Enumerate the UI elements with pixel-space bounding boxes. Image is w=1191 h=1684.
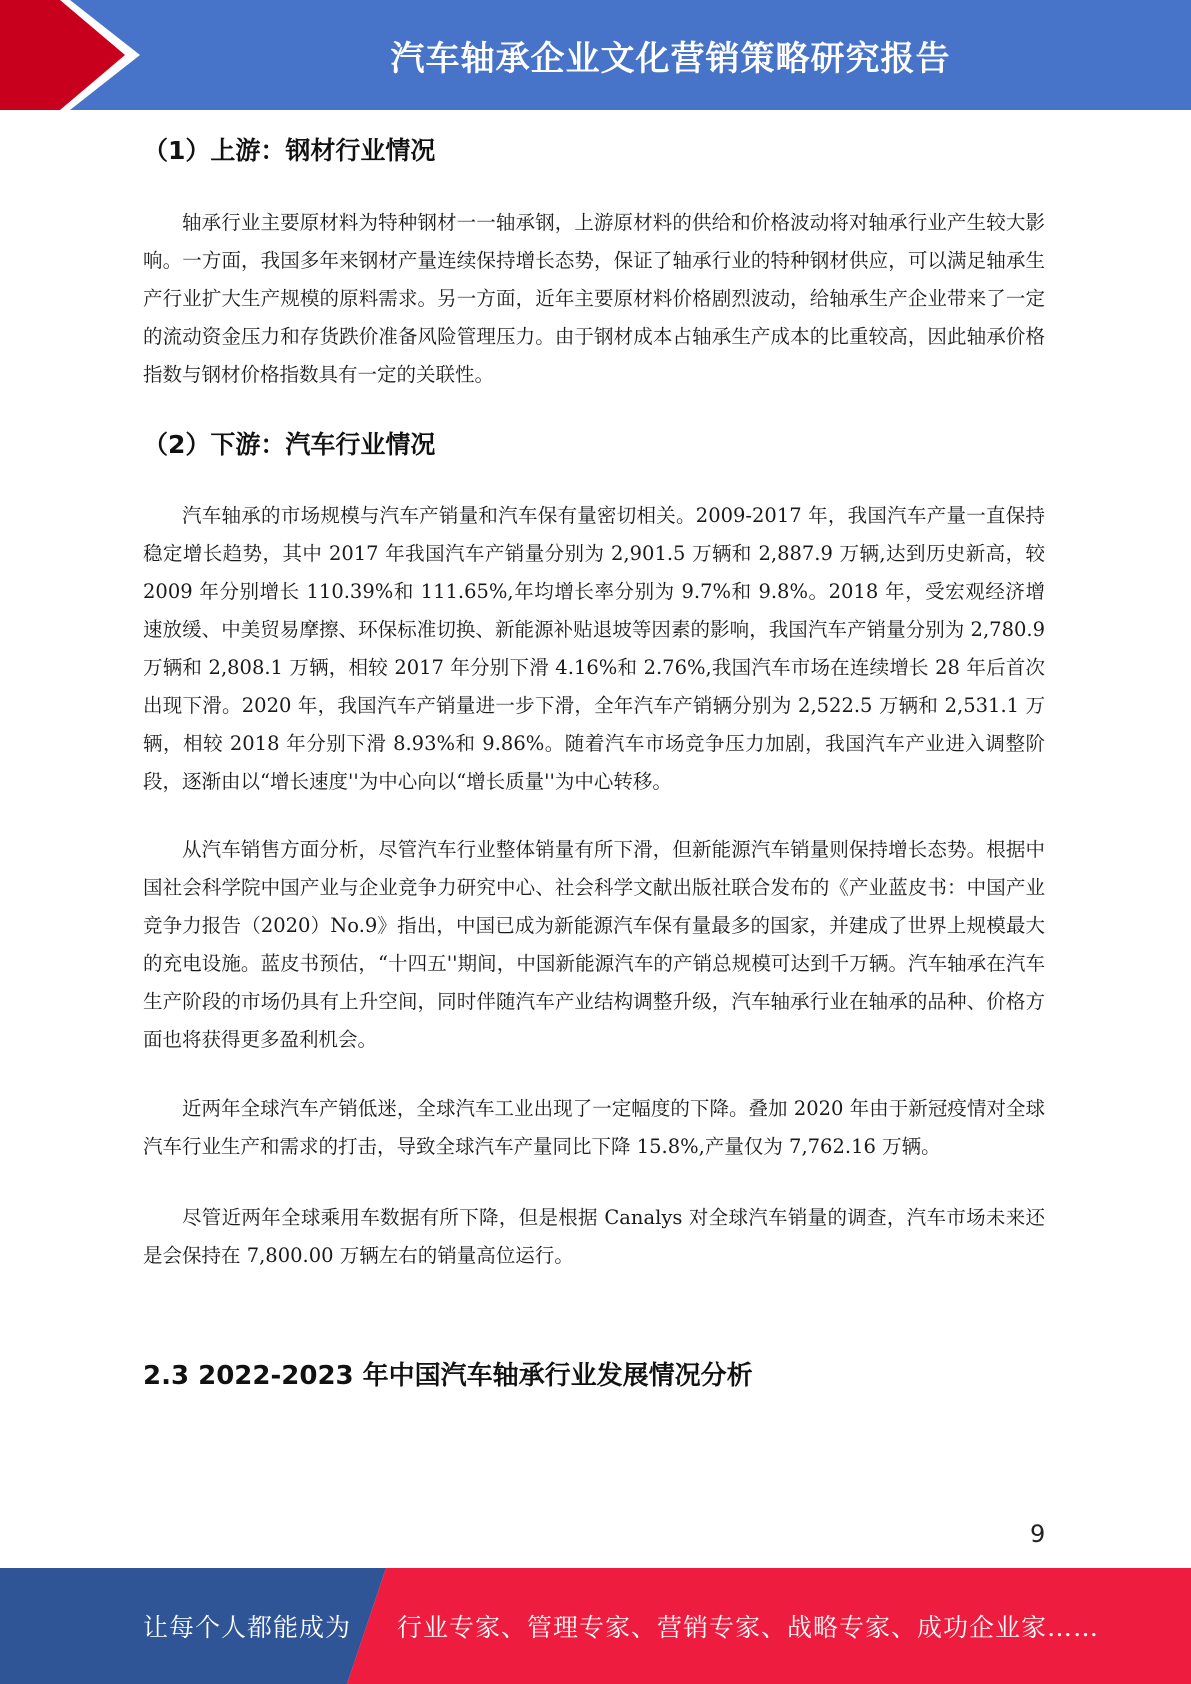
paragraph-upstream: 轴承行业主要原材料为特种钢材一一轴承钢，上游原材料的供给和价格波动将对轴承行业产生较大影响。一方面，我国多年来钢材产量连续保持增长态势，保证了轴承行业的特种钢材供应，可以满足轴承生产行业扩大生产规模的原料需求。另一方面，近年主要原材料价格剧烈波动，给轴承生产企业带来了一定的流动资金压力和存货跌价准备风险管理压力。由于钢材成本占轴承生产成本的比重较高，因此轴承价格指数与钢材价格指数具有一定的关联性。 <box>143 211 1045 386</box>
footer-slogan-left: 让每个人都能成为 <box>143 1613 352 1642</box>
section-heading-2-3: 2.3 2022-2023 年中国汽车轴承行业发展情况分析 <box>143 1361 753 1391</box>
section-heading-downstream: （2）下游：汽车行业情况 <box>143 430 436 459</box>
paragraph-downstream-2: 从汽车销售方面分析，尽管汽车行业整体销量有所下滑，但新能源汽车销量则保持增长态势。根据中国社会科学院中国产业与企业竞争力研究中心、社会科学文献出版社联合发布的《产业蓝皮书：中国产业竞争力报告（2020）No.9》指出，中国已成为新能源汽车保有量最多的国家，并建成了世界上规模最大的充电设施。蓝皮书预估，“十四五''期间，中国新能源汽车的产销总规模可达到千万辆。汽车轴承在汽车生产阶段的市场仍具有上升空间，同时伴随汽车产业结构调整升级，汽车轴承行业在轴承的品种、价格方面也将获得更多盈利机会。 <box>143 838 1045 1051</box>
page-footer-banner <box>0 1568 1191 1684</box>
page-number: 9 <box>1030 1520 1046 1548</box>
paragraph-downstream-3: 近两年全球汽车产销低迷，全球汽车工业出现了一定幅度的下降。叠加 2020 年由于新冠疫情对全球汽车行业生产和需求的打击，导致全球汽车产量同比下降 15.8%,产量仅为 7,762.16 万辆。 <box>143 1097 1045 1158</box>
red-chevron-decoration <box>0 0 160 110</box>
paragraph-downstream-4: 尽管近两年全球乘用车数据有所下降，但是根据 Canalys 对全球汽车销量的调查，汽车市场未来还是会保持在 7,800.00 万辆左右的销量高位运行。 <box>143 1206 1045 1267</box>
section-heading-upstream: （1）上游：钢材行业情况 <box>143 136 436 165</box>
page-header-banner <box>0 0 1191 110</box>
footer-slogan-right: 行业专家、管理专家、营销专家、战略专家、成功企业家…… <box>397 1613 1100 1642</box>
report-title: 汽车轴承企业文化营销策略研究报告 <box>390 38 951 79</box>
paragraph-downstream-1: 汽车轴承的市场规模与汽车产销量和汽车保有量密切相关。2009-2017 年，我国汽车产量一直保持稳定增长趋势，其中 2017 年我国汽车产销量分别为 2,901.5 万辆和 2,887.9 万辆,达到历史新高，较 2009 年分别增长 110.39%和 111.65%,年均增长率分别为 9.7%和 9.8%。2018 年，受宏观经济增速放缓、中美贸易摩擦、环保标准切换、新能源补贴退坡等因素的影响，我国汽车产销量分别为 2,780.9 万辆和 2,808.1 万辆，相较 2017 年分别下滑 4.16%和 2.76%,我国汽车市场在连续增长 28 年后首次出现下滑。2020 年，我国汽车产销量进一步下滑，全年汽车产销辆分别为 2,522.5 万辆和 2,531.1 万辆，相较 2018 年分别下滑 8.93%和 9.86%。随着汽车市场竞争压力加剧，我国汽车产业进入调整阶段，逐渐由以“增长速度''为中心向以“增长质量''为中心转移。 <box>143 504 1045 793</box>
